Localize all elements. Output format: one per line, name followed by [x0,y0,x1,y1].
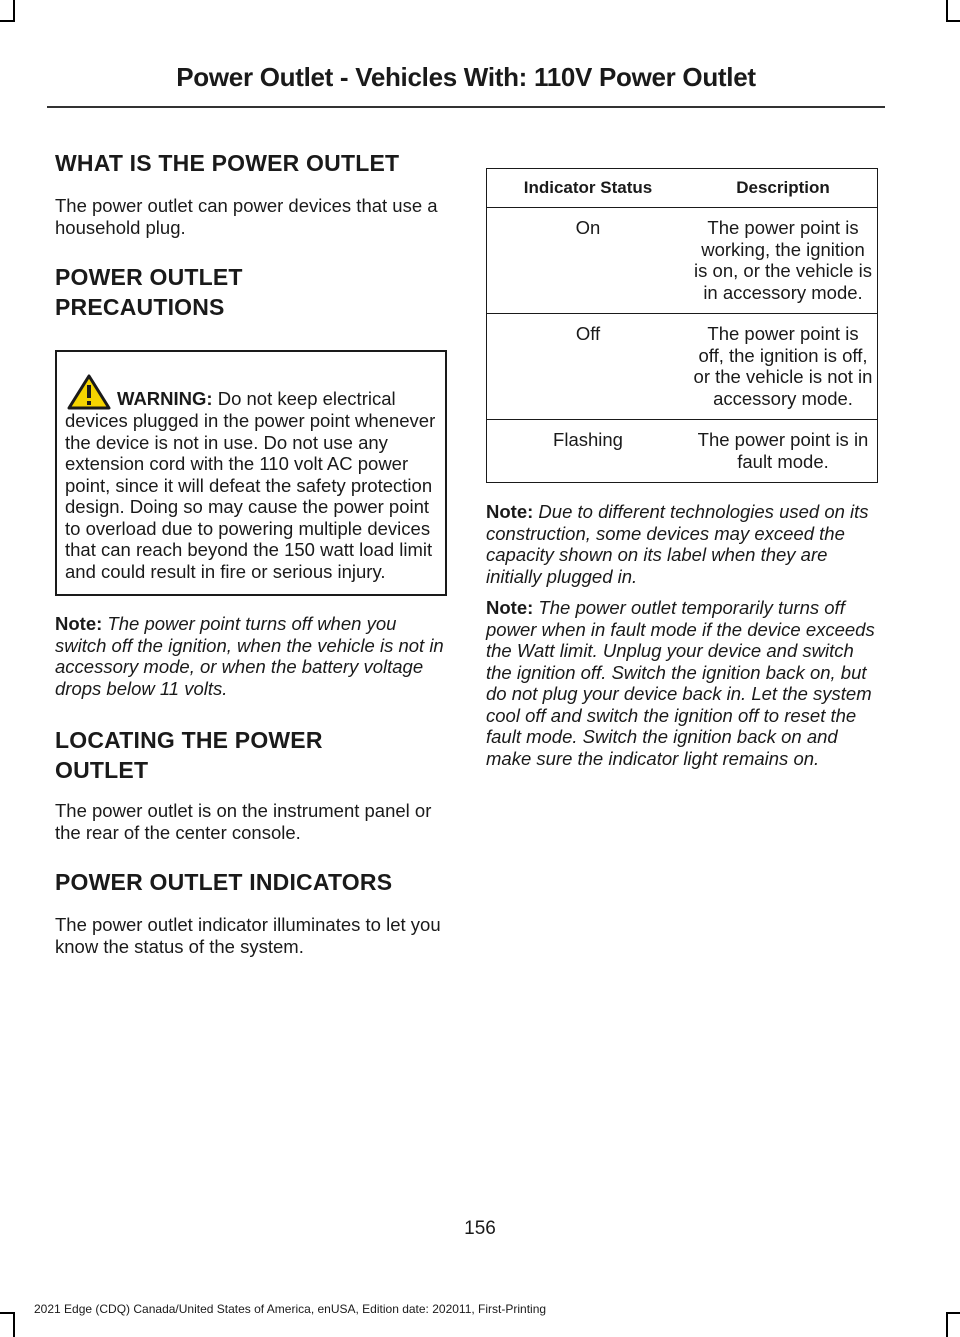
heading-precautions-2: PRECAUTIONS [55,294,225,320]
locating-body: The power outlet is on the instrument panel or the rear of the center console. [55,800,432,843]
note-text: Due to different technologies used on its construction, some devices may exceed the capacity shown on its label when they are initially plugged in. [486,501,869,587]
heading-what-is: WHAT IS THE POWER OUTLET [55,150,400,176]
table-row [487,314,878,420]
warning-text: Do not keep electrical devices plugged in the power point whenever the device is not in use. Do not use any extension cord with the 110 volt AC power point, since it will defeat the safety protection design. Doing so may cause the power point to overload due to powering multiple devices that can reach beyond the 150 watt load limit and could result in fire or serious injury. [65,388,436,582]
note-label: Note: [486,501,534,522]
warning-triangle-icon [67,374,111,410]
left-column [55,148,447,957]
header-rule [47,106,885,108]
crop-mark [13,0,15,22]
heading-locating-1: LOCATING THE POWER [55,727,323,753]
table-row [487,420,878,483]
crop-mark [946,1312,948,1337]
table-row [487,208,878,314]
crop-mark [13,1312,15,1337]
crop-mark [946,1312,960,1314]
header-description: Description [689,169,878,208]
indicators-body: The power outlet indicator illuminates to let you know the status of the system. [55,914,441,957]
crop-mark [0,20,15,22]
warning-label: WARNING: [117,388,213,409]
table-cell-description: The power point is off, the ignition is off, or the vehicle is not in accessory mode. [689,314,878,420]
header-indicator-status: Indicator Status [487,169,690,208]
note-text: The power outlet temporarily turns off power when in fault mode if the device exceeds the Watt limit. Unplug your device and switch the ignition off. Switch the ignition back on, but do not plug your device back in. Let the system cool off and switch the ignition off to reset the fault mode. Switch the ignition back on and make sure the indicator light remains on. [486,597,875,769]
note-label: Note: [486,597,534,618]
heading-locating-2: OUTLET [55,757,149,783]
table-cell-status: Off [487,314,690,420]
crop-mark [946,0,948,22]
edition-footer: 2021 Edge (CDQ) Canada/United States of America, enUSA, Edition date: 202011, First-Printing [34,1302,547,1316]
table-cell-status: Flashing [487,420,690,483]
crop-mark [946,20,960,22]
page-number: 156 [464,1218,496,1239]
heading-precautions-1: POWER OUTLET [55,264,243,290]
warning-box [55,350,447,596]
right-column [486,168,878,769]
table-cell-status: On [575,217,601,238]
indicator-status-table [486,168,878,483]
table-cell-description: The power point is working, the ignition is on, or the vehicle is in accessory mode. [694,217,872,303]
warning-paragraph [65,374,437,582]
right-note-1 [486,501,878,587]
heading-indicators: POWER OUTLET INDICATORS [55,869,393,895]
right-note-2 [486,597,878,769]
page-title: Power Outlet - Vehicles With: 110V Power Outlet [176,62,756,92]
note-label: Note: [55,613,103,634]
what-is-body: The power outlet can power devices that use a household plug. [55,195,438,238]
precautions-note [55,613,447,699]
crop-mark [0,1312,15,1314]
note-text: The power point turns off when you switch off the ignition, when the vehicle is not in accessory mode, or when the battery voltage drops below 11 volts. [55,613,444,699]
table-cell-description: The power point is in fault mode. [689,420,878,483]
